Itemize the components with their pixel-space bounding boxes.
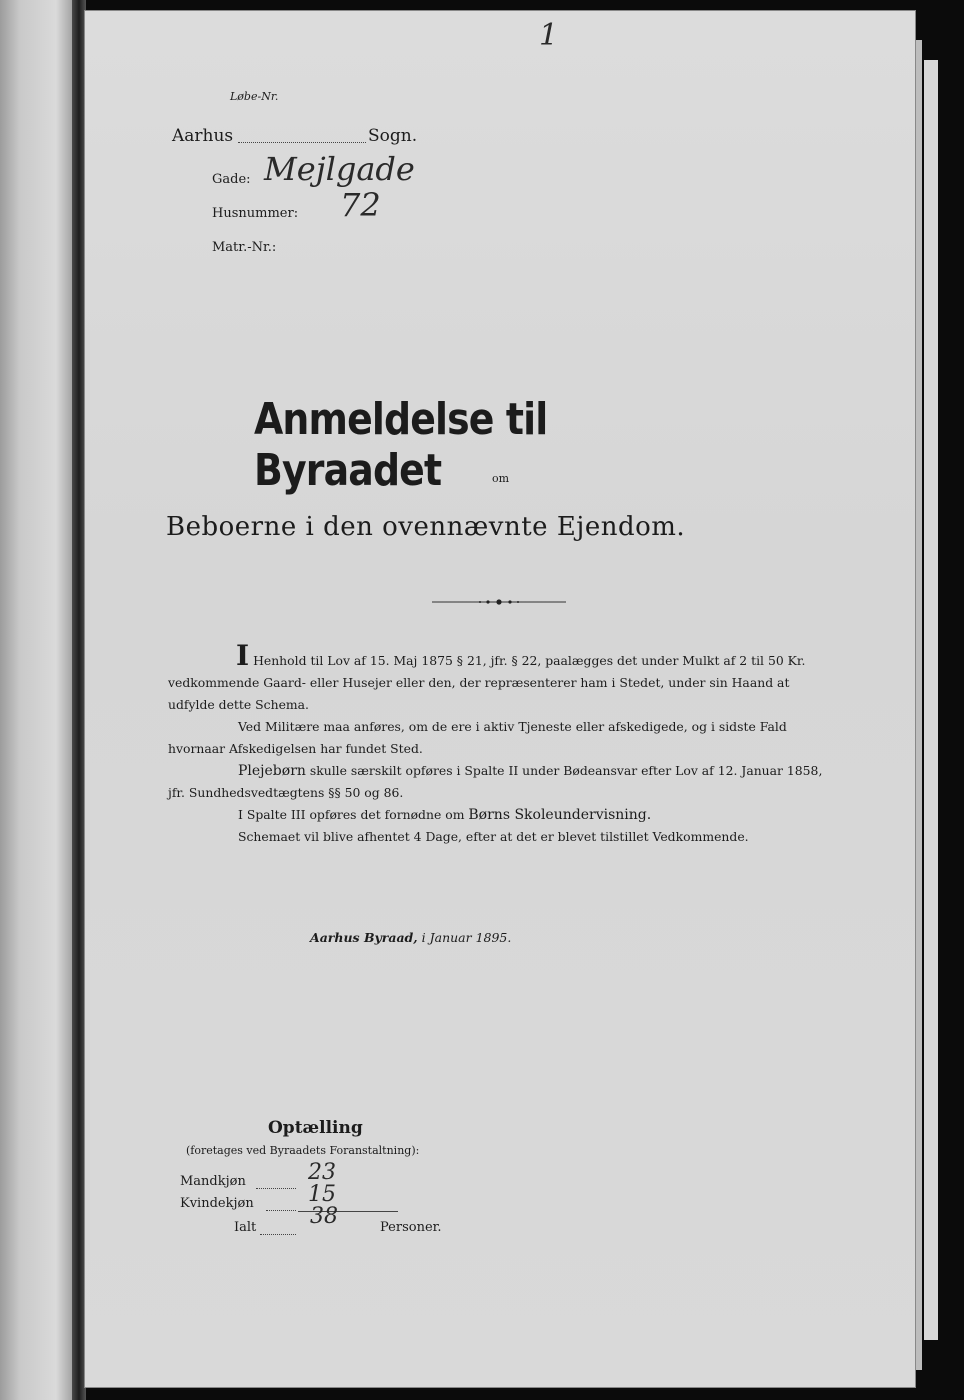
paragraph-school	[168, 804, 832, 826]
husnummer-value: 72	[340, 186, 381, 224]
kvindekjon-dots	[266, 1210, 296, 1211]
date: i Januar 1895.	[421, 930, 512, 945]
mandkjon-dots	[256, 1188, 296, 1189]
paragraph-law-text: Henhold til Lov af 15. Maj 1875 § 21, jfr. § 22, paalægges det under Mulkt af 2 til 50 Kr. vedkommende Gaard- eller Husejer eller den, der repræsenterer ham i Stedet, under sin Haand at udfylde dette Schema.	[168, 653, 806, 712]
paragraph-foster	[168, 760, 832, 804]
page-stack-edge	[924, 60, 938, 1340]
ornament-divider	[432, 592, 566, 602]
paragraph-military: Ved Militære maa anføres, om de ere i aktiv Tjeneste eller afskedigede, og i sidste Fald hvornaar Afskedigelsen har fundet Sted.	[168, 719, 787, 756]
document-title: Anmeldelse til Byraadet	[254, 394, 548, 496]
loebe-nr-label: Løbe-Nr.	[230, 90, 279, 103]
mandkjon-label: Mandkjøn	[180, 1174, 246, 1189]
gade-label: Gade:	[212, 172, 251, 187]
tally-heading: Optælling	[268, 1118, 363, 1138]
title-om: om	[492, 472, 510, 485]
personer-label: Personer.	[380, 1220, 442, 1235]
paragraph-law	[168, 639, 832, 716]
matr-nr-label: Matr.-Nr.:	[212, 240, 277, 255]
sogn-label: Sogn.	[368, 126, 418, 146]
signature: Aarhus Byraad,	[310, 930, 418, 945]
foster-text: skulle særskilt opføres i Spalte II under Bødeansvar efter Lov af 12. Januar 1858, jfr. Sundhedsvedtægtens §§ 50 og 86.	[168, 763, 823, 800]
foster-lead: Plejebørn	[238, 763, 306, 779]
document-subtitle: Beboerne i den ovennævnte Ejendom.	[166, 512, 686, 542]
signature-line	[310, 930, 511, 945]
instructions	[168, 639, 832, 848]
ialt-label: Ialt	[234, 1220, 257, 1235]
kvindekjon-label: Kvindekjøn	[180, 1196, 254, 1211]
gade-value: Mejlgade	[264, 150, 415, 188]
school-text: I Spalte III opføres det fornødne om	[238, 807, 469, 822]
previous-page-edge	[0, 0, 80, 1400]
kvindekjon-value: 15	[308, 1182, 336, 1207]
document-page	[84, 10, 916, 1388]
mandkjon-value: 23	[308, 1160, 336, 1185]
city-label: Aarhus	[172, 126, 234, 146]
sogn-dotted-line	[238, 142, 366, 143]
paragraph-pickup: Schemaet vil blive afhentet 4 Dage, efter at det er blevet tilstillet Vedkommende.	[238, 829, 749, 844]
husnummer-label: Husnummer:	[212, 206, 299, 221]
tally-note: (foretages ved Byraadets Foranstaltning):	[186, 1144, 420, 1157]
ialt-value: 38	[310, 1204, 338, 1229]
school-emph: Børns Skoleundervisning.	[468, 807, 652, 823]
corner-mark: 1	[539, 18, 559, 53]
dropcap: I	[236, 639, 250, 672]
ialt-dots	[260, 1234, 296, 1235]
